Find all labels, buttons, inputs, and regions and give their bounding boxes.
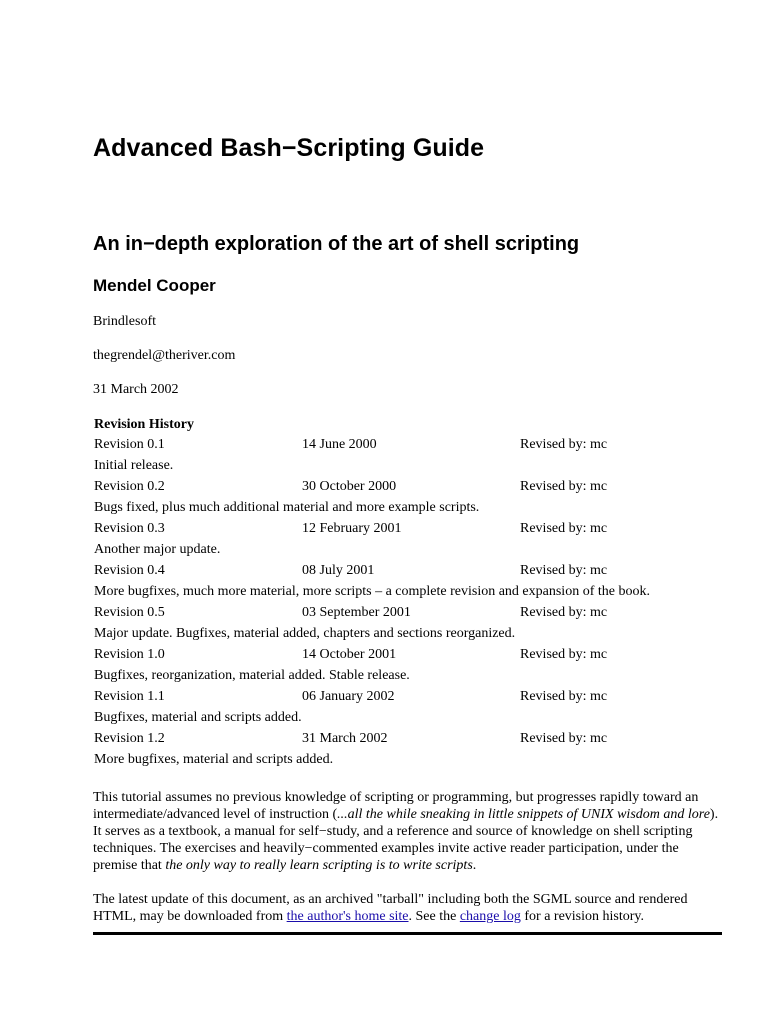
publication-date: 31 March 2002: [93, 382, 179, 397]
revised-by: Revised by: mc: [520, 563, 608, 578]
revision-number: Revision 1.2: [94, 731, 165, 746]
revision-number: Revision 0.3: [94, 521, 165, 536]
download-text-1: The latest update of this document, as an archived "tarball" including both the SGML source and rendered HTML, may be downloaded from: [93, 892, 688, 924]
revised-by: Revised by: mc: [520, 605, 608, 620]
document-title: Advanced Bash−Scripting Guide: [93, 134, 485, 162]
revision-date: 08 July 2001: [302, 563, 375, 578]
revised-by: Revised by: mc: [520, 647, 608, 662]
revision-number: Revision 0.4: [94, 563, 165, 578]
abstract-text-3: .: [472, 858, 477, 873]
revised-by: Revised by: mc: [520, 437, 608, 452]
abstract-text-1: This tutorial assumes no previous knowledge of scripting or programming, but progresses rapidly toward an intermediate/advanced level of instruction (: [93, 790, 699, 822]
revision-note: More bugfixes, much more material, more scripts – a complete revision and expansion of the book.: [94, 584, 650, 599]
affiliation: Brindlesoft: [93, 314, 156, 329]
revision-history-heading: Revision History: [94, 417, 194, 432]
revision-row: [94, 647, 714, 668]
revised-by: Revised by: mc: [520, 521, 608, 536]
abstract-italic-2: the only way to really learn scripting is to write scripts: [165, 858, 473, 873]
revision-row: [94, 605, 714, 626]
author-name: Mendel Cooper: [93, 276, 216, 295]
revision-note: More bugfixes, material and scripts added.: [94, 752, 334, 767]
download-text-3: for a revision history.: [520, 909, 644, 924]
revision-note: Major update. Bugfixes, material added, chapters and sections reorganized.: [94, 626, 516, 641]
revision-number: Revision 0.1: [94, 437, 165, 452]
author-email: thegrendel@theriver.com: [93, 348, 236, 363]
download-text-2: . See the: [408, 909, 460, 924]
revision-number: Revision 0.2: [94, 479, 165, 494]
revised-by: Revised by: mc: [520, 689, 608, 704]
revision-note: Bugfixes, material and scripts added.: [94, 710, 302, 725]
revision-row: [94, 437, 714, 458]
document-subtitle: An in−depth exploration of the art of shell scripting: [93, 233, 580, 255]
revision-date: 30 October 2000: [302, 479, 397, 494]
change-log-link[interactable]: change log: [459, 909, 521, 924]
revision-row: [94, 731, 714, 752]
revision-note: Bugfixes, reorganization, material added. Stable release.: [94, 668, 410, 683]
horizontal-rule: [93, 932, 722, 935]
revision-history-table: [94, 437, 714, 773]
revision-date: 12 February 2001: [302, 521, 402, 536]
revision-date: 03 September 2001: [302, 605, 411, 620]
revised-by: Revised by: mc: [520, 479, 608, 494]
revision-date: 14 June 2000: [302, 437, 377, 452]
revision-row: [94, 479, 714, 500]
revision-date: 06 January 2002: [302, 689, 395, 704]
revision-note: Bugs fixed, plus much additional material and more example scripts.: [94, 500, 480, 515]
revision-note: Initial release.: [94, 458, 174, 473]
abstract-text-2: ). It serves as a textbook, a manual for self−study, and a reference and source of knowledge on shell scripting techniques. The exercises and heavily−commented examples invite active reader participation, under the premise that: [93, 807, 719, 873]
abstract-italic-1: ...all the while sneaking in little snippets of UNIX wisdom and lore: [337, 807, 710, 822]
revision-date: 31 March 2002: [302, 731, 388, 746]
author-home-site-link[interactable]: the author's home site: [286, 909, 409, 924]
revision-row: [94, 689, 714, 710]
abstract-paragraph: [93, 789, 723, 874]
revision-note: Another major update.: [94, 542, 221, 557]
revision-number: Revision 0.5: [94, 605, 165, 620]
revision-row: [94, 563, 714, 584]
download-paragraph: [93, 891, 723, 925]
revision-number: Revision 1.0: [94, 647, 165, 662]
revised-by: Revised by: mc: [520, 731, 608, 746]
revision-number: Revision 1.1: [94, 689, 165, 704]
revision-row: [94, 521, 714, 542]
revision-date: 14 October 2001: [302, 647, 397, 662]
